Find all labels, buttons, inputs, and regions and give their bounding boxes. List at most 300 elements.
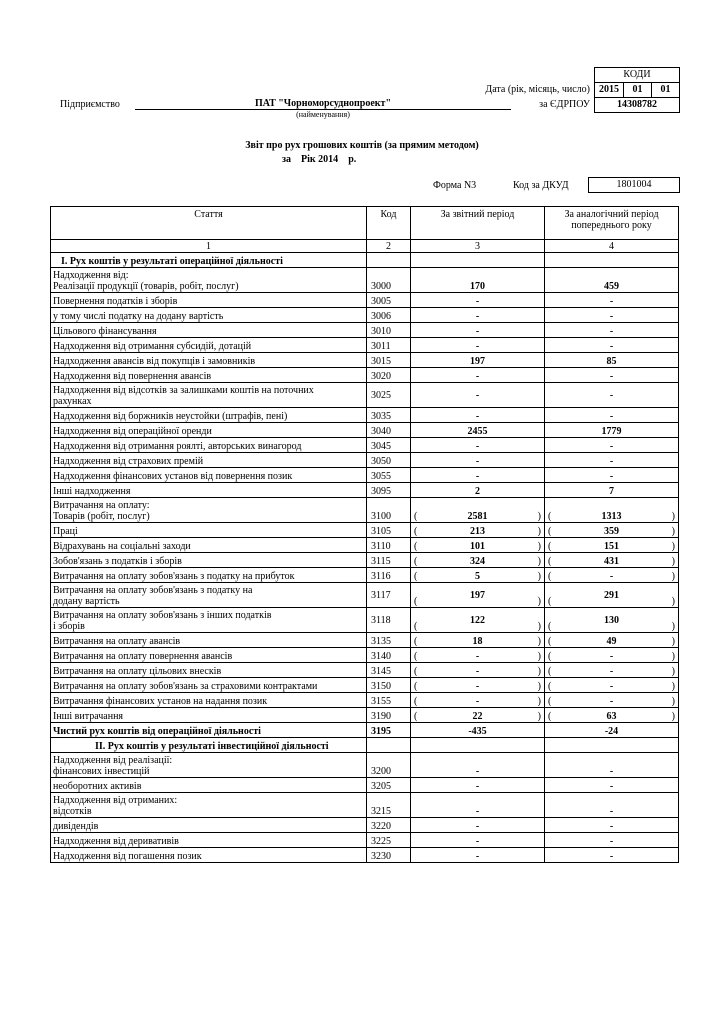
paren-open: ( <box>414 696 418 707</box>
row-code: 3145 <box>367 663 411 678</box>
row-article <box>51 538 367 553</box>
date-month: 01 <box>624 83 652 97</box>
paren-close: ) <box>671 596 675 607</box>
row-previous-value <box>545 848 679 863</box>
value-text: 2581 <box>467 511 488 522</box>
row-current-value <box>411 568 545 583</box>
row-label-line2: Товарів (робіт, послуг) <box>53 511 150 522</box>
row-code: 3020 <box>367 368 411 383</box>
row-label-line2: відсотків <box>53 806 92 817</box>
row-article <box>51 833 367 848</box>
row-previous-value <box>545 833 679 848</box>
paren-open: ( <box>548 696 552 707</box>
row-current-value <box>411 778 545 793</box>
row-label: Інші витрачання <box>53 711 124 722</box>
row-code: 3050 <box>367 453 411 468</box>
paren-close: ) <box>671 511 675 522</box>
value-text: - <box>475 296 480 307</box>
value-text: - <box>609 651 614 662</box>
table-row <box>51 608 679 633</box>
row-current-value <box>411 678 545 693</box>
table-row <box>51 453 679 468</box>
value-text: - <box>609 371 614 382</box>
paren-open: ( <box>548 541 552 552</box>
row-article <box>51 468 367 483</box>
value-text: - <box>475 441 480 452</box>
paren-close: ) <box>671 666 675 677</box>
row-previous-value <box>545 723 679 738</box>
value-text: 49 <box>606 636 617 647</box>
row-previous-value <box>545 818 679 833</box>
row-article <box>51 818 367 833</box>
table-row <box>51 538 679 553</box>
row-previous-value <box>545 498 679 523</box>
row-article <box>51 648 367 663</box>
row-current-value <box>411 553 545 568</box>
row-article <box>51 423 367 438</box>
row-current-value <box>411 353 545 368</box>
header-previous <box>545 207 679 240</box>
row-current-value <box>411 753 545 778</box>
row-current-value <box>411 453 545 468</box>
row-label: дивідендів <box>53 821 99 832</box>
row-current-value <box>411 368 545 383</box>
paren-close: ) <box>537 621 541 632</box>
cash-flow-table <box>50 206 679 863</box>
table-row <box>51 468 679 483</box>
row-article <box>51 353 367 368</box>
row-previous-value <box>545 608 679 633</box>
table-row <box>51 268 679 293</box>
table-row <box>51 818 679 833</box>
table-row <box>51 553 679 568</box>
paren-close: ) <box>537 666 541 677</box>
value-text: - <box>609 341 614 352</box>
row-previous-value <box>545 308 679 323</box>
value-text: - <box>609 696 614 707</box>
table-row <box>51 693 679 708</box>
value-text: 2455 <box>467 426 488 437</box>
column-number: 4 <box>545 240 679 253</box>
table-row <box>51 583 679 608</box>
paren-close: ) <box>671 526 675 537</box>
row-code: 3110 <box>367 538 411 553</box>
row-label-line2: і зборів <box>53 621 85 632</box>
row-previous-value <box>545 523 679 538</box>
row-code: 3045 <box>367 438 411 453</box>
row-current-value <box>411 468 545 483</box>
row-current-value <box>411 438 545 453</box>
paren-close: ) <box>671 621 675 632</box>
row-code: 3220 <box>367 818 411 833</box>
value-text: 459 <box>604 281 619 292</box>
row-current-value <box>411 738 545 753</box>
table-row <box>51 353 679 368</box>
row-label: Надходження від отриманих: <box>53 795 178 806</box>
paren-open: ( <box>414 511 418 522</box>
row-previous-value <box>545 633 679 648</box>
row-article <box>51 583 367 608</box>
row-previous-value <box>545 323 679 338</box>
row-previous-value <box>545 338 679 353</box>
paren-open: ( <box>414 636 418 647</box>
value-text: - <box>609 681 614 692</box>
paren-close: ) <box>671 681 675 692</box>
codes-box <box>594 67 680 113</box>
row-article <box>51 453 367 468</box>
row-code: 3117 <box>367 583 411 608</box>
row-current-value <box>411 523 545 538</box>
row-label: Витрачання на оплату цільових внесків <box>53 666 222 677</box>
row-previous-value <box>545 678 679 693</box>
row-code: 3105 <box>367 523 411 538</box>
value-text: - <box>609 311 614 322</box>
row-current-value <box>411 793 545 818</box>
row-current-value <box>411 538 545 553</box>
value-text: - <box>475 411 480 422</box>
row-label: Зобов'язань з податків і зборів <box>53 556 182 567</box>
value-text: - <box>475 471 480 482</box>
date-year: 2015 <box>595 83 624 97</box>
row-code: 3116 <box>367 568 411 583</box>
period-value: Рік 2014 <box>301 154 339 165</box>
row-code: 3150 <box>367 678 411 693</box>
row-previous-value <box>545 253 679 268</box>
value-text: - <box>609 326 614 337</box>
table-row <box>51 423 679 438</box>
value-text: - <box>609 456 614 467</box>
value-text: - <box>475 681 480 692</box>
row-current-value <box>411 483 545 498</box>
paren-close: ) <box>537 556 541 567</box>
paren-close: ) <box>537 526 541 537</box>
value-text: 18 <box>472 636 483 647</box>
table-row <box>51 338 679 353</box>
value-text: - <box>475 781 480 792</box>
column-number: 3 <box>411 240 545 253</box>
value-text: - <box>475 456 480 467</box>
date-day: 01 <box>660 84 671 95</box>
row-code: 3205 <box>367 778 411 793</box>
row-label: Надходження від отримання субсидій, дотацій <box>53 341 252 352</box>
paren-open: ( <box>548 571 552 582</box>
row-label: Надходження від реалізації: <box>53 755 173 766</box>
paren-open: ( <box>414 621 418 632</box>
enterprise-name: ПАТ "Чорноморсуднопроект" <box>254 98 392 109</box>
row-article <box>51 483 367 498</box>
row-current-value <box>411 253 545 268</box>
row-label: необоротних активів <box>53 781 142 792</box>
table-row <box>51 848 679 863</box>
table-row <box>51 383 679 408</box>
row-code: 3118 <box>367 608 411 633</box>
table-row <box>51 523 679 538</box>
paren-open: ( <box>414 526 418 537</box>
table-row <box>51 483 679 498</box>
row-code: 3225 <box>367 833 411 848</box>
value-text: 2 <box>475 486 480 497</box>
row-article <box>51 438 367 453</box>
row-previous-value <box>545 793 679 818</box>
value-text: - <box>609 781 614 792</box>
row-article <box>51 568 367 583</box>
paren-close: ) <box>671 556 675 567</box>
header-article: Стаття <box>51 207 367 240</box>
row-previous-value <box>545 778 679 793</box>
row-code: 3115 <box>367 553 411 568</box>
row-current-value <box>411 723 545 738</box>
paren-open: ( <box>548 711 552 722</box>
paren-open: ( <box>414 556 418 567</box>
row-article <box>51 253 367 268</box>
header-code: Код <box>367 207 411 240</box>
header-current: За звітний період <box>411 207 545 240</box>
value-text: 151 <box>604 541 619 552</box>
row-previous-value <box>545 648 679 663</box>
row-article <box>51 678 367 693</box>
dkud-label: Код за ДКУД <box>513 180 569 191</box>
row-label-line2: Реалізації продукції (товарів, робіт, послуг) <box>53 281 239 292</box>
value-text: - <box>475 311 480 322</box>
column-numbers-row <box>51 240 679 253</box>
value-text: 324 <box>470 556 485 567</box>
row-label: Витрачання фінансових установ на надання позик <box>53 696 268 707</box>
row-current-value <box>411 818 545 833</box>
paren-open: ( <box>548 596 552 607</box>
table-row <box>51 663 679 678</box>
table-row <box>51 293 679 308</box>
value-text: - <box>475 341 480 352</box>
value-text: - <box>609 571 614 582</box>
row-previous-value <box>545 663 679 678</box>
section-row <box>51 253 679 268</box>
row-current-value <box>411 648 545 663</box>
row-current-value <box>411 498 545 523</box>
row-article <box>51 523 367 538</box>
row-label: Витрачання на оплату авансів <box>53 636 181 647</box>
row-label: Чистий рух коштів від операційної діяльності <box>53 726 261 737</box>
row-label: Витрачання на оплату зобов'язань з податку на прибуток <box>53 571 295 582</box>
paren-open: ( <box>548 556 552 567</box>
row-previous-value <box>545 468 679 483</box>
row-code: 3135 <box>367 633 411 648</box>
row-article <box>51 498 367 523</box>
row-label: Витрачання на оплату зобов'язань з інших податків <box>53 610 272 621</box>
value-text: - <box>475 666 480 677</box>
table-row <box>51 568 679 583</box>
row-code: 3195 <box>367 723 411 738</box>
enterprise-sublabel: (найменування) <box>296 110 350 119</box>
paren-open: ( <box>414 711 418 722</box>
table-row <box>51 793 679 818</box>
paren-close: ) <box>671 571 675 582</box>
value-text: 22 <box>472 711 483 722</box>
row-article <box>51 753 367 778</box>
row-article <box>51 633 367 648</box>
value-text: 170 <box>470 281 485 292</box>
row-previous-value <box>545 553 679 568</box>
row-label-line2: фінансових інвестицій <box>53 766 150 777</box>
row-previous-value <box>545 453 679 468</box>
value-text: - <box>609 836 614 847</box>
row-article <box>51 793 367 818</box>
row-code: 3155 <box>367 693 411 708</box>
edrpou-code-row <box>595 98 679 112</box>
row-label: Витрачання на оплату зобов'язань за страховими контрактами <box>53 681 318 692</box>
row-current-value <box>411 268 545 293</box>
row-code: 3040 <box>367 423 411 438</box>
row-previous-value <box>545 293 679 308</box>
value-text: -24 <box>604 726 619 737</box>
paren-open: ( <box>548 651 552 662</box>
row-previous-value <box>545 383 679 408</box>
row-label: Надходження авансів від покупців і замовників <box>53 356 256 367</box>
value-text: - <box>475 821 480 832</box>
value-text: - <box>475 326 480 337</box>
row-current-value <box>411 293 545 308</box>
row-current-value <box>411 383 545 408</box>
row-current-value <box>411 608 545 633</box>
row-current-value <box>411 708 545 723</box>
value-text: -435 <box>468 726 487 737</box>
row-current-value <box>411 323 545 338</box>
row-code <box>367 738 411 753</box>
row-previous-value <box>545 753 679 778</box>
codes-title: КОДИ <box>595 68 679 83</box>
report-period <box>282 154 582 165</box>
paren-close: ) <box>537 571 541 582</box>
row-article <box>51 338 367 353</box>
row-code: 3035 <box>367 408 411 423</box>
value-text: 101 <box>470 541 485 552</box>
value-text: 130 <box>604 614 619 626</box>
date-label: Дата (рік, місяць, число) <box>485 84 590 95</box>
row-article <box>51 408 367 423</box>
row-current-value <box>411 833 545 848</box>
value-text: - <box>475 389 480 401</box>
table-row <box>51 408 679 423</box>
value-text: 85 <box>606 356 617 367</box>
value-text: - <box>609 666 614 677</box>
row-article <box>51 848 367 863</box>
row-current-value <box>411 338 545 353</box>
row-article <box>51 663 367 678</box>
paren-open: ( <box>414 571 418 582</box>
value-text: - <box>475 806 480 817</box>
paren-close: ) <box>537 651 541 662</box>
row-code <box>367 253 411 268</box>
paren-close: ) <box>671 651 675 662</box>
value-text: - <box>475 836 480 847</box>
row-label: II. Рух коштів у результаті інвестиційної діяльності <box>95 741 329 752</box>
edrpou-code: 14308782 <box>617 99 657 110</box>
date-codes-row <box>595 83 679 98</box>
value-text: - <box>609 766 614 777</box>
value-text: - <box>609 471 614 482</box>
enterprise-label: Підприємство <box>60 99 120 110</box>
row-code: 3095 <box>367 483 411 498</box>
value-text: 197 <box>470 589 485 601</box>
paren-close: ) <box>671 541 675 552</box>
header-previous-line2: попереднього року <box>571 220 652 231</box>
paren-close: ) <box>537 511 541 522</box>
paren-close: ) <box>671 711 675 722</box>
period-prefix: за <box>282 154 292 165</box>
paren-open: ( <box>548 681 552 692</box>
table-row <box>51 438 679 453</box>
row-previous-value <box>545 568 679 583</box>
row-code: 3230 <box>367 848 411 863</box>
paren-close: ) <box>537 636 541 647</box>
row-label: Витрачання на оплату: <box>53 500 150 511</box>
row-current-value <box>411 633 545 648</box>
value-text: 197 <box>470 356 485 367</box>
row-current-value <box>411 848 545 863</box>
paren-open: ( <box>548 511 552 522</box>
value-text: - <box>475 696 480 707</box>
row-label: Надходження від операційної оренди <box>53 426 212 437</box>
paren-close: ) <box>671 636 675 647</box>
forma-label: Форма N3 <box>433 180 477 191</box>
table-row <box>51 368 679 383</box>
row-article <box>51 268 367 293</box>
paren-close: ) <box>537 681 541 692</box>
value-text: 122 <box>470 614 485 626</box>
row-code: 3055 <box>367 468 411 483</box>
row-previous-value <box>545 368 679 383</box>
paren-open: ( <box>548 666 552 677</box>
row-label: Надходження від отримання роялті, авторських винагород <box>53 441 302 452</box>
table-row <box>51 678 679 693</box>
section-row <box>51 738 679 753</box>
row-current-value <box>411 423 545 438</box>
paren-close: ) <box>537 596 541 607</box>
row-label: Витрачання на оплату повернення авансів <box>53 651 233 662</box>
table-row <box>51 308 679 323</box>
row-label: у тому числі податку на додану вартість <box>53 311 224 322</box>
row-article <box>51 323 367 338</box>
row-code: 3025 <box>367 383 411 408</box>
row-label: Надходження від погашення позик <box>53 851 202 862</box>
table-row <box>51 708 679 723</box>
header-previous-line1: За аналогічний період <box>564 209 659 220</box>
row-code: 3100 <box>367 498 411 523</box>
row-article <box>51 383 367 408</box>
row-label: Надходження фінансових установ від повернення позик <box>53 471 293 482</box>
value-text: - <box>609 821 614 832</box>
row-code: 3006 <box>367 308 411 323</box>
row-label: Відрахувань на соціальні заходи <box>53 541 191 552</box>
row-code: 3190 <box>367 708 411 723</box>
column-number: 1 <box>51 240 367 253</box>
row-article <box>51 308 367 323</box>
row-previous-value <box>545 268 679 293</box>
row-previous-value <box>545 423 679 438</box>
value-text: - <box>475 371 480 382</box>
dkud-code: 1801004 <box>588 177 680 193</box>
row-code: 3005 <box>367 293 411 308</box>
paren-open: ( <box>414 681 418 692</box>
row-label: Надходження від боржників неустойки (штрафів, пені) <box>53 411 288 422</box>
paren-open: ( <box>414 666 418 677</box>
row-code: 3215 <box>367 793 411 818</box>
value-text: 1313 <box>601 511 622 522</box>
row-code: 3000 <box>367 268 411 293</box>
edrpou-label: за ЄДРПОУ <box>539 99 590 110</box>
row-label: Праці <box>53 526 78 537</box>
row-code: 3015 <box>367 353 411 368</box>
row-code: 3140 <box>367 648 411 663</box>
